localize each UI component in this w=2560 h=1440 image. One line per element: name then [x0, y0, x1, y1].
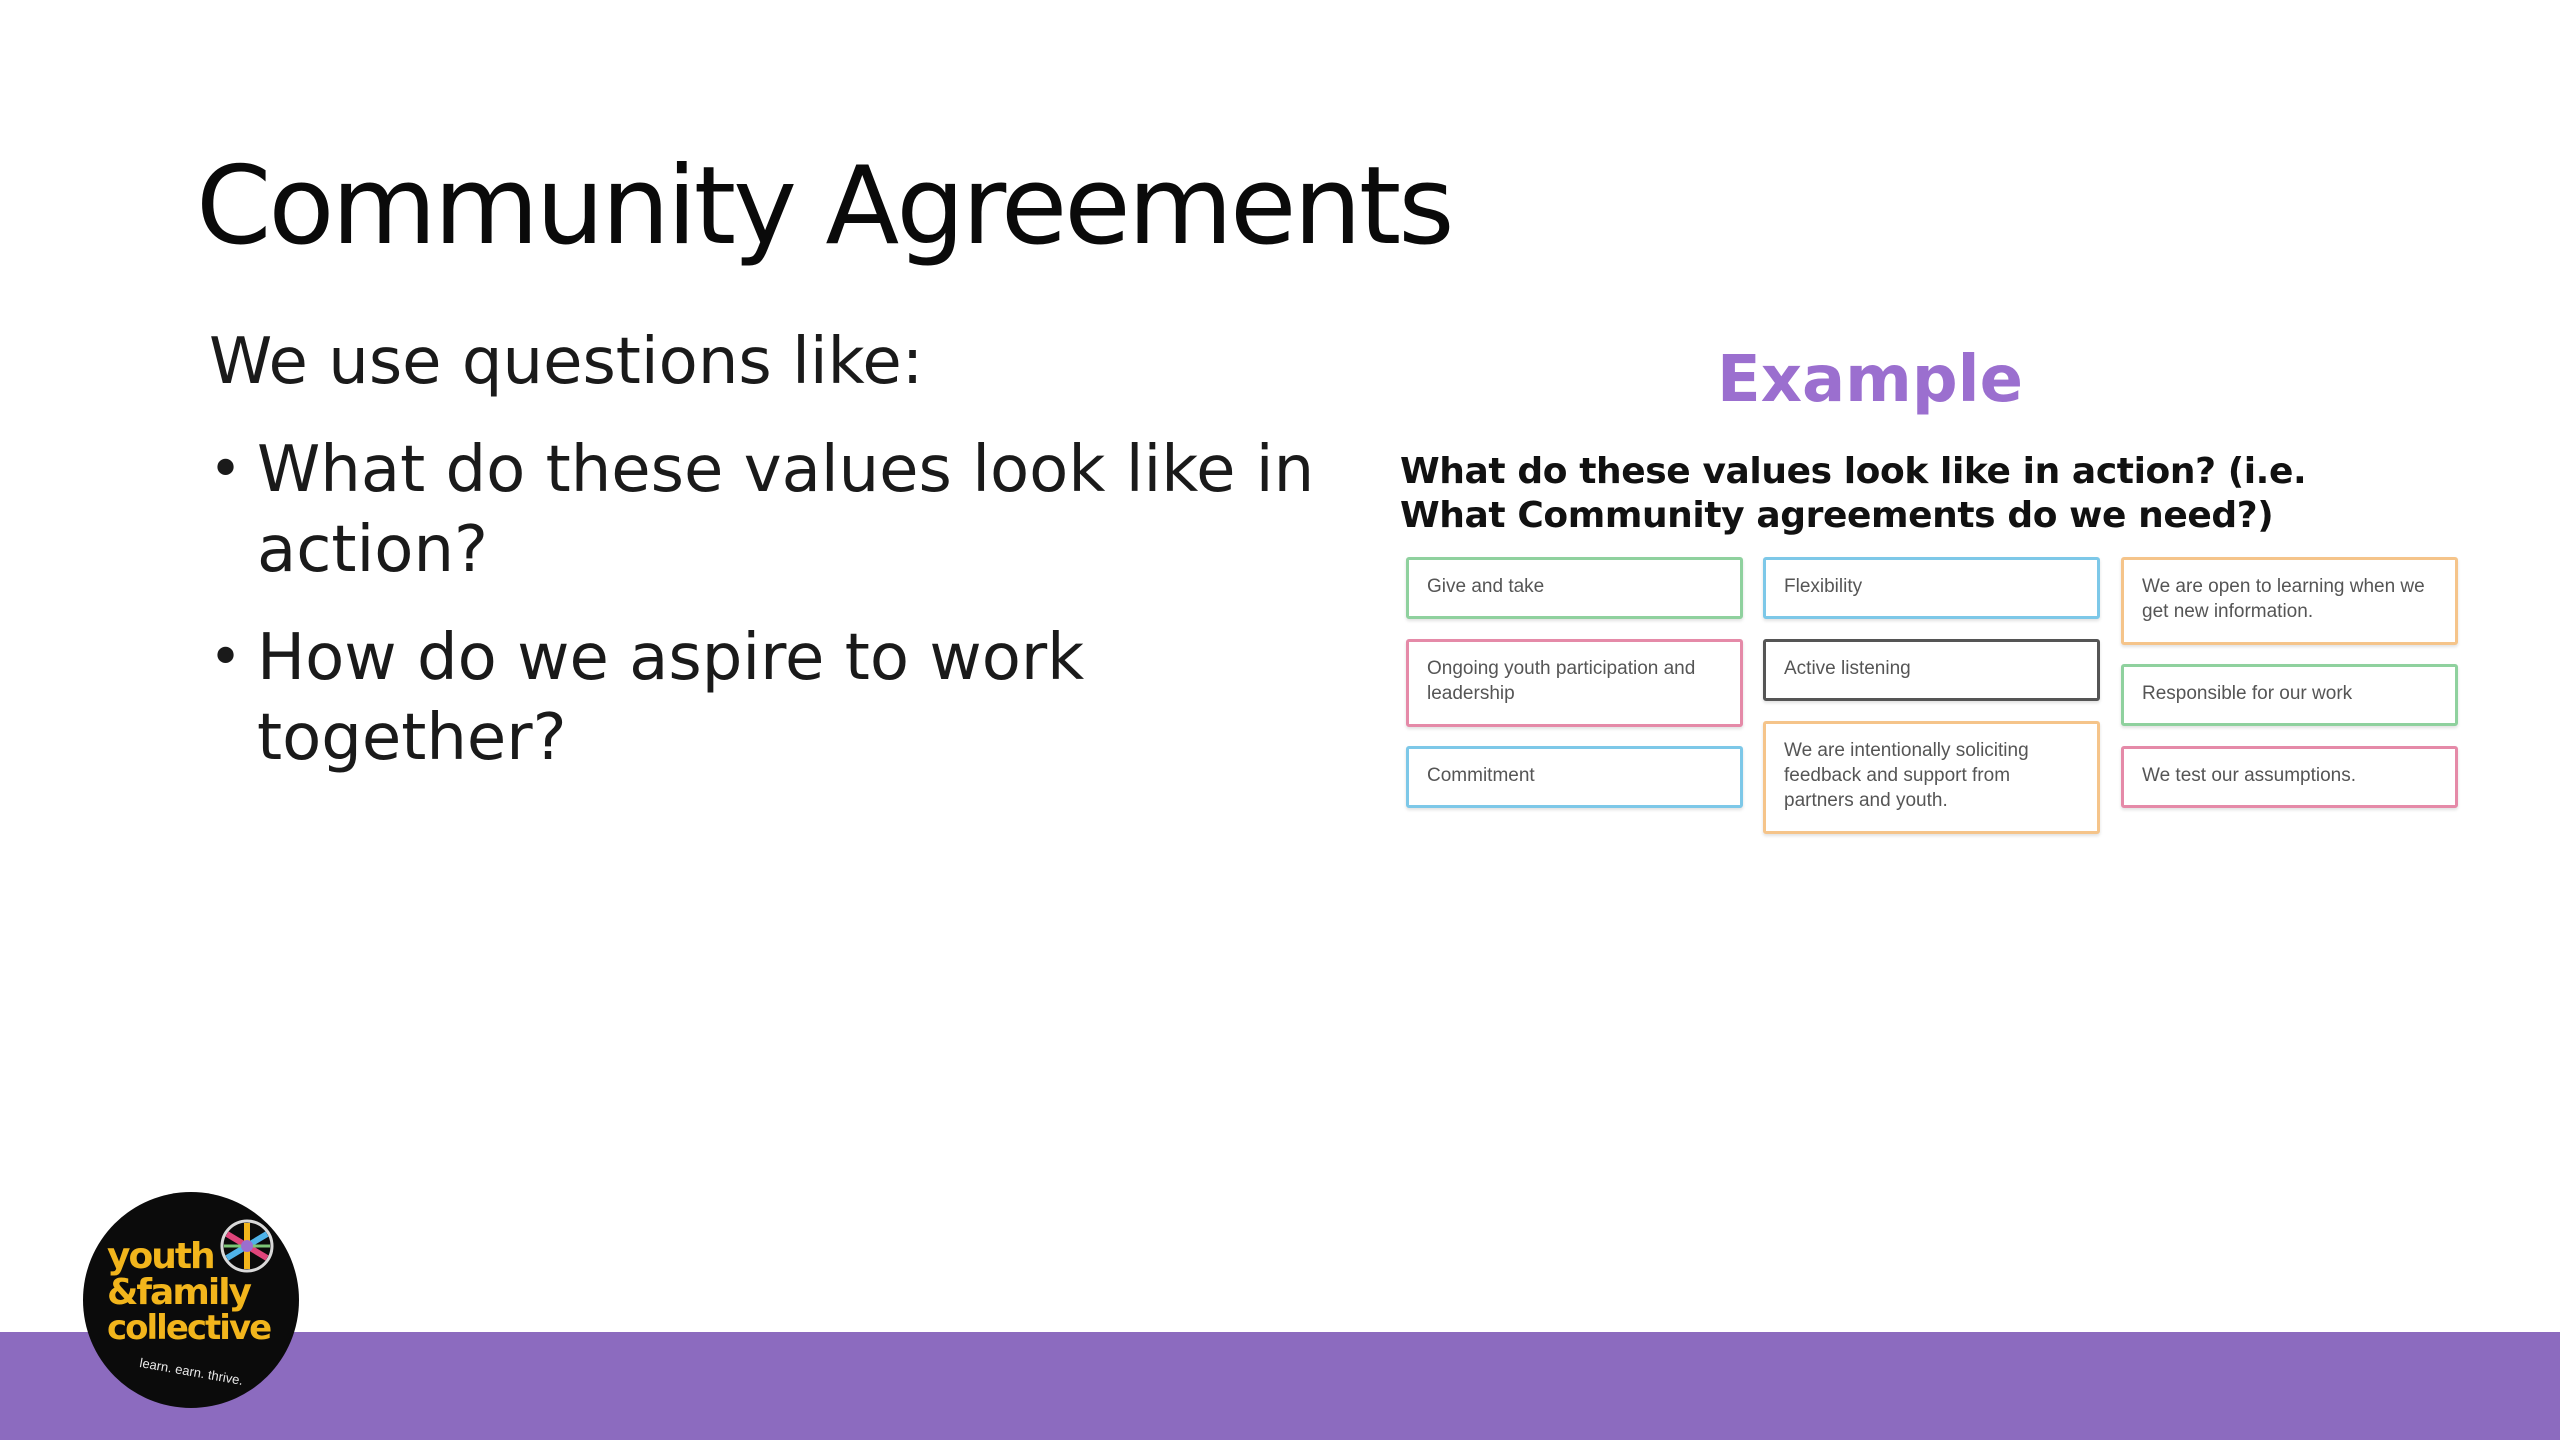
logo-text: youth [107, 1236, 214, 1277]
sticky-note: We are intentionally soliciting feedback and support from partners and youth. [1763, 721, 2100, 834]
logo-text: &family [107, 1272, 251, 1313]
example-question-line: What do these values look like in action? (i.e. [1400, 451, 2307, 492]
sticky-note: We test our assumptions. [2121, 746, 2458, 808]
youth-family-collective-logo [83, 1192, 299, 1408]
slide-title: Community Agreements [196, 144, 1452, 269]
example-question-line: What Community agreements do we need?) [1400, 495, 2274, 536]
bullet: • [209, 437, 243, 502]
question-item [209, 430, 1359, 590]
flower-hub-icon [219, 1218, 275, 1274]
body-text [209, 322, 1359, 806]
sticky-note: Flexibility [1763, 557, 2100, 619]
logo-tagline: learn. earn. thrive. [138, 1355, 245, 1388]
sticky-note: Give and take [1406, 557, 1743, 619]
sticky-note: Ongoing youth participation and leadership [1406, 639, 1743, 727]
example-image [1400, 450, 2470, 850]
sticky-note: Active listening [1763, 639, 2100, 701]
sticky-note: We are open to learning when we get new information. [2121, 557, 2458, 645]
bullet: • [209, 625, 243, 690]
question-text: What do these values look like in action? [257, 433, 1315, 587]
logo-text: collective [107, 1308, 271, 1348]
question-item [209, 618, 1359, 778]
example-question [1400, 450, 2470, 538]
question-text: How do we aspire to work together? [257, 621, 1085, 775]
intro-text: We use questions like: [209, 325, 924, 399]
footer-bar [0, 1332, 2560, 1440]
sticky-note: Responsible for our work [2121, 664, 2458, 726]
example-heading: Example [1716, 343, 2024, 417]
question-list [209, 430, 1359, 778]
sticky-note: Commitment [1406, 746, 1743, 808]
